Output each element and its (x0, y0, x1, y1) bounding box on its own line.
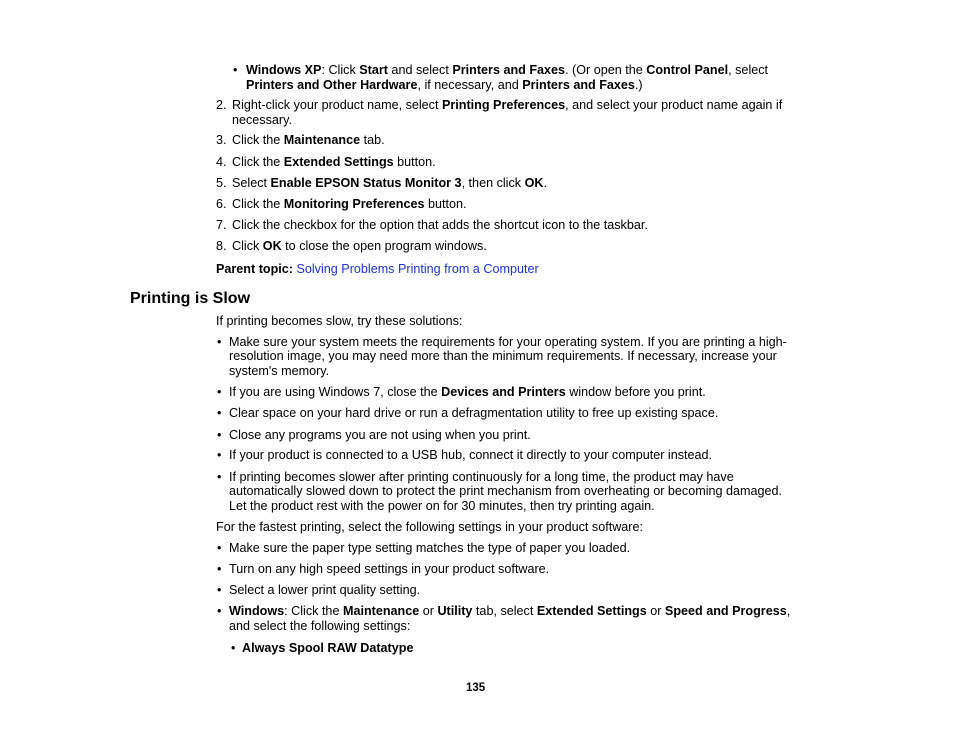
step-number: 2. (216, 98, 227, 112)
step-text: Click the Monitoring Preferences button. (232, 197, 467, 211)
step-number: 6. (216, 197, 227, 211)
page-number: 135 (466, 682, 486, 694)
setting-text: Select a lower print quality setting. (229, 583, 421, 597)
sub-bullet-always-spool: Always Spool RAW Datatype (242, 641, 414, 655)
windows-xp-line-1: Windows XP: Click Start and select Printers and Faxes. (Or open the Control Panel, select (246, 63, 769, 77)
section-heading: Printing is Slow (130, 290, 251, 307)
bullet-marker: • (217, 385, 222, 399)
step-number: 3. (216, 133, 227, 147)
windows-xp-line-2: Printers and Other Hardware, if necessary, and Printers and Faxes.) (246, 77, 643, 92)
step-text: Right-click your product name, select Printing Preferences, and select your product name again if (232, 98, 783, 112)
solution-text: system's memory. (229, 363, 330, 378)
solution-text: Make sure your system meets the requirements for your operating system. If you are printing a high- (229, 335, 787, 349)
solution-text: Let the product rest with the power on for 30 minutes, then try printing again. (229, 498, 655, 513)
setting-text: Windows: Click the Maintenance or Utility tab, select Extended Settings or Speed and Progress, (229, 604, 791, 618)
fastest-intro-text: For the fastest printing, select the following settings in your product software: (216, 520, 644, 534)
setting-text: and select the following settings: (229, 618, 411, 633)
solution-text: Close any programs you are not using when you print. (229, 428, 531, 442)
parent-topic-link[interactable]: Solving Problems Printing from a Computer (296, 262, 539, 276)
step-text: Click the Maintenance tab. (232, 133, 385, 147)
parent-topic-label: Parent topic: (216, 262, 293, 276)
setting-text: Turn on any high speed settings in your product software. (229, 562, 550, 576)
bullet-marker: • (217, 448, 222, 462)
step-number: 4. (216, 155, 227, 169)
bullet-marker: • (217, 406, 222, 420)
solution-text: automatically slowed down to protect the print mechanism from overheating or becoming damaged. (229, 484, 783, 499)
bullet-marker: • (217, 470, 222, 484)
bullet-marker: • (217, 604, 222, 618)
step-text: Click the Extended Settings button. (232, 155, 436, 169)
step-text: Select Enable EPSON Status Monitor 3, then click OK. (232, 176, 547, 190)
solution-text: If you are using Windows 7, close the Devices and Printers window before you print. (229, 385, 706, 399)
step-text: Click OK to close the open program windows. (232, 239, 487, 253)
step-text: Click the checkbox for the option that adds the shortcut icon to the taskbar. (232, 218, 648, 232)
parent-topic (216, 262, 539, 276)
intro-text: If printing becomes slow, try these solutions: (216, 314, 463, 328)
setting-text: Make sure the paper type setting matches the type of paper you loaded. (229, 541, 631, 555)
bullet-marker: • (231, 641, 236, 655)
step-number: 8. (216, 239, 227, 253)
step-number: 5. (216, 176, 227, 190)
bullet-marker: • (233, 63, 238, 77)
bullet-marker: • (217, 428, 222, 442)
bullet-marker: • (217, 335, 222, 349)
bullet-marker: • (217, 583, 222, 597)
solution-text: Clear space on your hard drive or run a defragmentation utility to free up existing space. (229, 406, 719, 420)
bullet-marker: • (217, 562, 222, 576)
bullet-marker: • (217, 541, 222, 555)
solution-text: If printing becomes slower after printing continuously for a long time, the product may have (229, 470, 734, 484)
step-number: 7. (216, 218, 227, 232)
solution-text: resolution image, you may need more than the minimum requirements. If necessary, increase your (229, 349, 777, 364)
step-text: necessary. (232, 112, 292, 127)
solution-text: If your product is connected to a USB hub, connect it directly to your computer instead. (229, 448, 713, 462)
